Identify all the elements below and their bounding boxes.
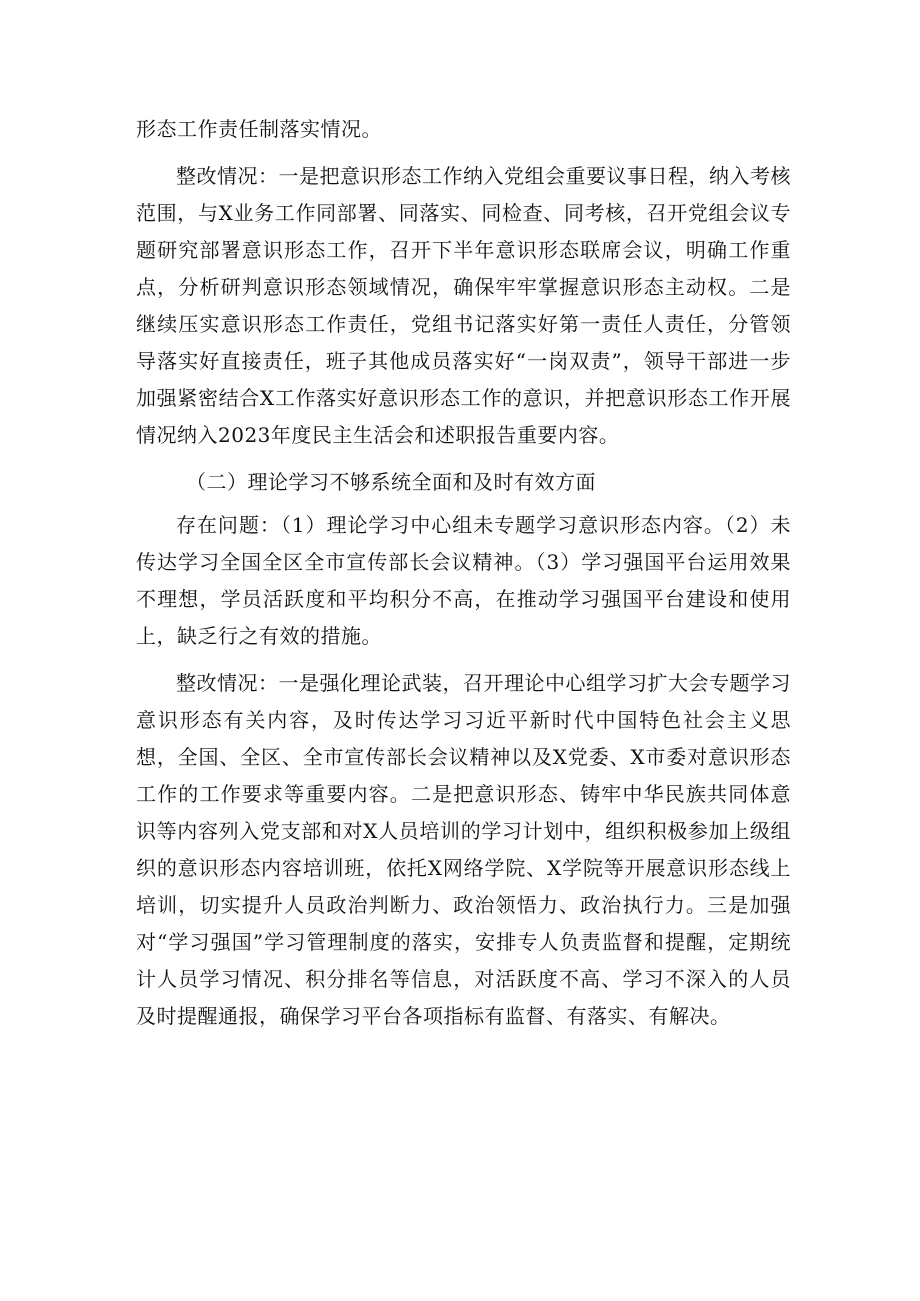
paragraph-continuation: 形态工作责任制落实情况。	[136, 117, 382, 141]
paragraph-rectification-1: 整改情况：一是把意识形态工作纳入党组会重要议事日程，纳入考核范围，与X业务工作同部署、同落实、同检查、同考核，召开党组会议专题研究部署意识形态工作，召开下半年意识形态联席会议，明确工作重点，分析研判意识形态领域情况，确保牢牢掌握意识形态主动权。二是继续压实意识形态工作责任，党组书记落实好第一责任人责任，分管领导落实好直接责任，班子其他成员落实好“一岗双责”，领导干部进一步加强紧密结合X工作落实好意识形态工作的意识，并把意识形态工作开展情况纳入2023年度民主生活会和述职报告重要内容。	[136, 164, 791, 447]
section-heading: （二）理论学习不够系统全面和及时有效方面	[186, 470, 596, 494]
paragraph-problems: 存在问题：（1）理论学习中心组未专题学习意识形态内容。（2）未传达学习全国全区全市宣传部长会议精神。（3）学习强国平台运用效果不理想，学员活跃度和平均积分不高，在推动学习强国平台建设和使用上，缺乏行之有效的措施。	[136, 513, 791, 648]
paragraph-rectification-2: 整改情况：一是强化理论武装，召开理论中心组学习扩大会专题学习意识形态有关内容，及时传达学习习近平新时代中国特色社会主义思想，全国、全区、全市宣传部长会议精神以及X党委、X市委对意识形态工作的工作要求等重要内容。二是把意识形态、铸牢中华民族共同体意识等内容列入党支部和对X人员培训的学习计划中，组织积极参加上级组织的意识形态内容培训班，依托X网络学院、X学院等开展意识形态线上培训，切实提升人员政治判断力、政治领悟力、政治执行力。三是加强对“学习强国”学习管理制度的落实，安排专人负责监督和提醒，定期统计人员学习情况、积分排名等信息，对活跃度不高、学习不深入的人员及时提醒通报，确保学习平台各项指标有监督、有落实、有解决。	[136, 671, 791, 1028]
document-body	[136, 111, 791, 1045]
